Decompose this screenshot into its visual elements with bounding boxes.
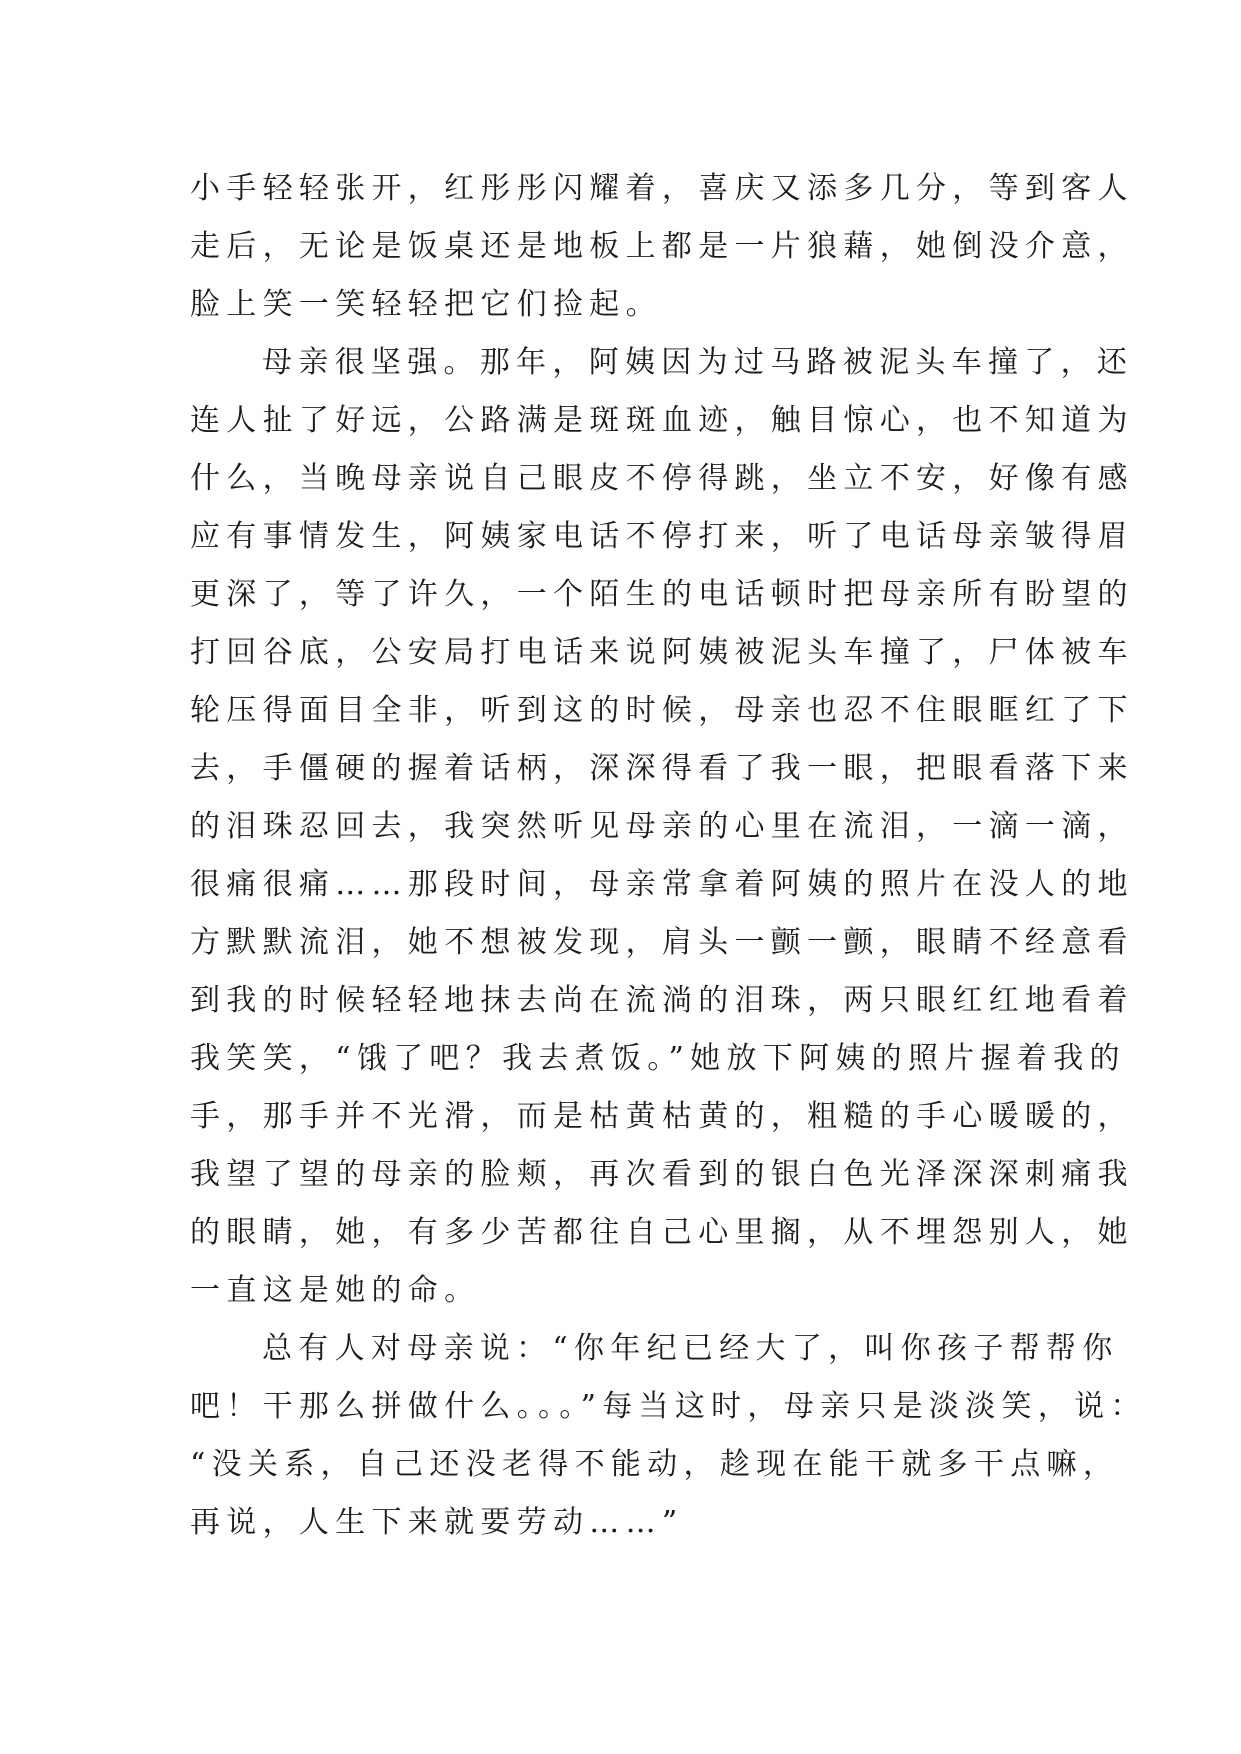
text-line: 我望了望的母亲的脸颊，再次看到的银白色光泽深深刺痛我 xyxy=(190,1157,1134,1192)
text-line: 一直这是她的命。 xyxy=(190,1273,481,1308)
text-line: 应有事情发生，阿姨家电话不停打来，听了电话母亲皱得眉 xyxy=(190,519,1134,554)
text-line: 打回谷底，公安局打电话来说阿姨被泥头车撞了，尸体被车 xyxy=(190,635,1134,670)
text-line: 总有人对母亲说：“你年纪已经大了，叫你孩子帮帮你 xyxy=(262,1331,1119,1366)
paragraph-2 xyxy=(190,334,1134,1320)
text-line: “没关系，自己还没老得不能动，趁现在能干就多干点嘛， xyxy=(190,1447,1120,1482)
text-line: 的眼睛，她，有多少苦都往自己心里搁，从不埋怨别人，她 xyxy=(190,1215,1134,1250)
text-line: 吧！干那么拼做什么。。。”每当这时，母亲只是淡淡笑，说： xyxy=(190,1389,1147,1424)
text-line: 脸上笑一笑轻轻把它们捡起。 xyxy=(190,287,662,322)
text-line: 母亲很坚强。那年，阿姨因为过马路被泥头车撞了，还 xyxy=(262,345,1134,380)
text-line: 的泪珠忍回去，我突然听见母亲的心里在流泪，一滴一滴， xyxy=(190,809,1134,844)
text-line: 方默默流泪，她不想被发现，肩头一颤一颤，眼睛不经意看 xyxy=(190,925,1134,960)
text-line: 什么，当晚母亲说自己眼皮不停得跳，坐立不安，好像有感 xyxy=(190,461,1134,496)
text-line: 轮压得面目全非，听到这的时候，母亲也忍不住眼眶红了下 xyxy=(190,693,1134,728)
text-line: 再说，人生下来就要劳动……” xyxy=(190,1505,684,1540)
text-line: 很痛很痛……那段时间，母亲常拿着阿姨的照片在没人的地 xyxy=(190,867,1134,902)
body-text xyxy=(190,160,1147,1552)
paragraph-3 xyxy=(190,1320,1147,1552)
text-line: 手，那手并不光滑，而是枯黄枯黄的，粗糙的手心暖暖的， xyxy=(190,1099,1134,1134)
text-line: 走后，无论是饭桌还是地板上都是一片狼藉，她倒没介意， xyxy=(190,229,1134,264)
text-line: 更深了，等了许久，一个陌生的电话顿时把母亲所有盼望的 xyxy=(190,577,1134,612)
text-line: 我笑笑，“饿了吧？我去煮饭。”她放下阿姨的照片握着我的 xyxy=(190,1041,1126,1076)
text-line: 去，手僵硬的握着话柄，深深得看了我一眼，把眼看落下来 xyxy=(190,751,1134,786)
paragraph-1 xyxy=(190,160,1134,334)
text-line: 到我的时候轻轻地抹去尚在流淌的泪珠，两只眼红红地看着 xyxy=(190,983,1134,1018)
text-line: 连人扯了好远，公路满是斑斑血迹，触目惊心，也不知道为 xyxy=(190,403,1134,438)
text-line: 小手轻轻张开，红彤彤闪耀着，喜庆又添多几分，等到客人 xyxy=(190,171,1134,206)
